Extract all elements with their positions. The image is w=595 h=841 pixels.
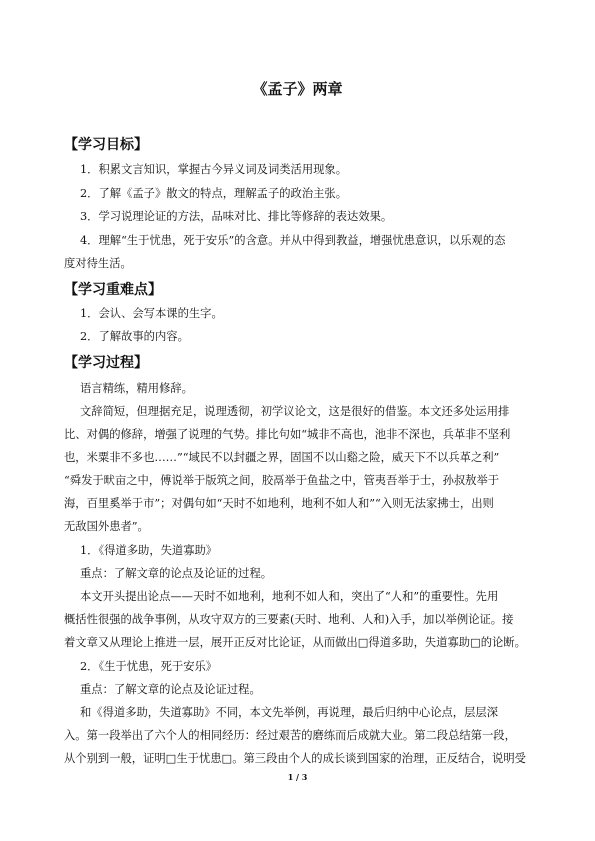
objective-line: 4．理解“生于忧患，死于安乐”的含意。并从中得到教益，增强忧患意识，以乐观的态	[80, 234, 506, 247]
process-line: 无敌国外患者”。	[64, 520, 149, 533]
process-line: 比、对偶的修辞，增强了说理的气势。排比句如“城非不高也，池非不深也，兵革非不坚利	[64, 428, 511, 441]
process-subheading: 1．《得道多助，失道寡助》	[80, 544, 218, 557]
process-subheading: 2．《生于忧患，死于安乐》	[80, 660, 218, 673]
process-line: 文辞简短，但理据充足，说理透彻，初学议论文，这是很好的借鉴。本文还多处运用排	[80, 405, 510, 418]
process-line: 和《得道多助，失道寡助》不同，本文先举例，再说理，最后归纳中心论点，层层深	[80, 706, 498, 719]
section-heading-objectives: 【学习目标】	[64, 137, 148, 153]
key-point-line: 2．了解故事的内容。	[80, 330, 189, 343]
process-line: 本文开头提出论点——天时不如地利，地利不如人和，突出了“人和”的重要性。先用	[80, 590, 499, 603]
process-line: 海，百里奚举于市”；对偶句如“天时不如地利，地利不如人和”“入则无法家拂士，出则	[64, 497, 494, 510]
objective-line: 1．积累文言知识，掌握古今异义词及词类活用现象。	[80, 163, 348, 176]
key-point-line: 1．会认、会写本课的生字。	[80, 307, 223, 320]
process-line: 着文章又从理论上推进一层，展开正反对比论证，从而做出□得道多助，失道寡助□的论断。	[64, 636, 526, 649]
process-line: 重点：了解文章的论点及论证过程。	[80, 683, 261, 696]
section-heading-key-points: 【学习重难点】	[64, 282, 162, 298]
process-line: 概括性很强的战争事例，从攻守双方的三要素(天时、地利、人和)入手，加以举例论证。接	[64, 613, 514, 626]
page-title: 《孟子》两章	[252, 80, 343, 98]
process-line: 从个别到一般，证明□生于忧患□。第三段由个人的成长谈到国家的治理，正反结合，说明受	[64, 752, 526, 765]
objective-line: 3．学习说理论证的方法，品味对比、排比等修辞的表达效果。	[80, 210, 393, 223]
page-number: 1 / 3	[287, 772, 308, 782]
process-line: 也，米粟非不多也……”“域民不以封疆之界，固国不以山谿之险，威天下不以兵革之利”	[64, 451, 500, 464]
process-line: “舜发于畎亩之中，傅说举于版筑之间，胶鬲举于鱼盐之中，管夷吾举于士，孙叔敖举于	[64, 474, 500, 487]
objective-line: 2．了解《孟子》散文的特点，理解孟子的政治主张。	[80, 187, 348, 200]
process-line: 语言精练，精用修辞。	[80, 382, 193, 395]
objective-line: 度对待生活。	[64, 257, 132, 270]
process-line: 重点：了解文章的论点及论证的过程。	[80, 567, 273, 580]
section-heading-process: 【学习过程】	[64, 355, 148, 371]
process-line: 入。第一段举出了六个人的相同经历：经过艰苦的磨练而后成就大业。第二段总结第一段，	[64, 729, 516, 742]
